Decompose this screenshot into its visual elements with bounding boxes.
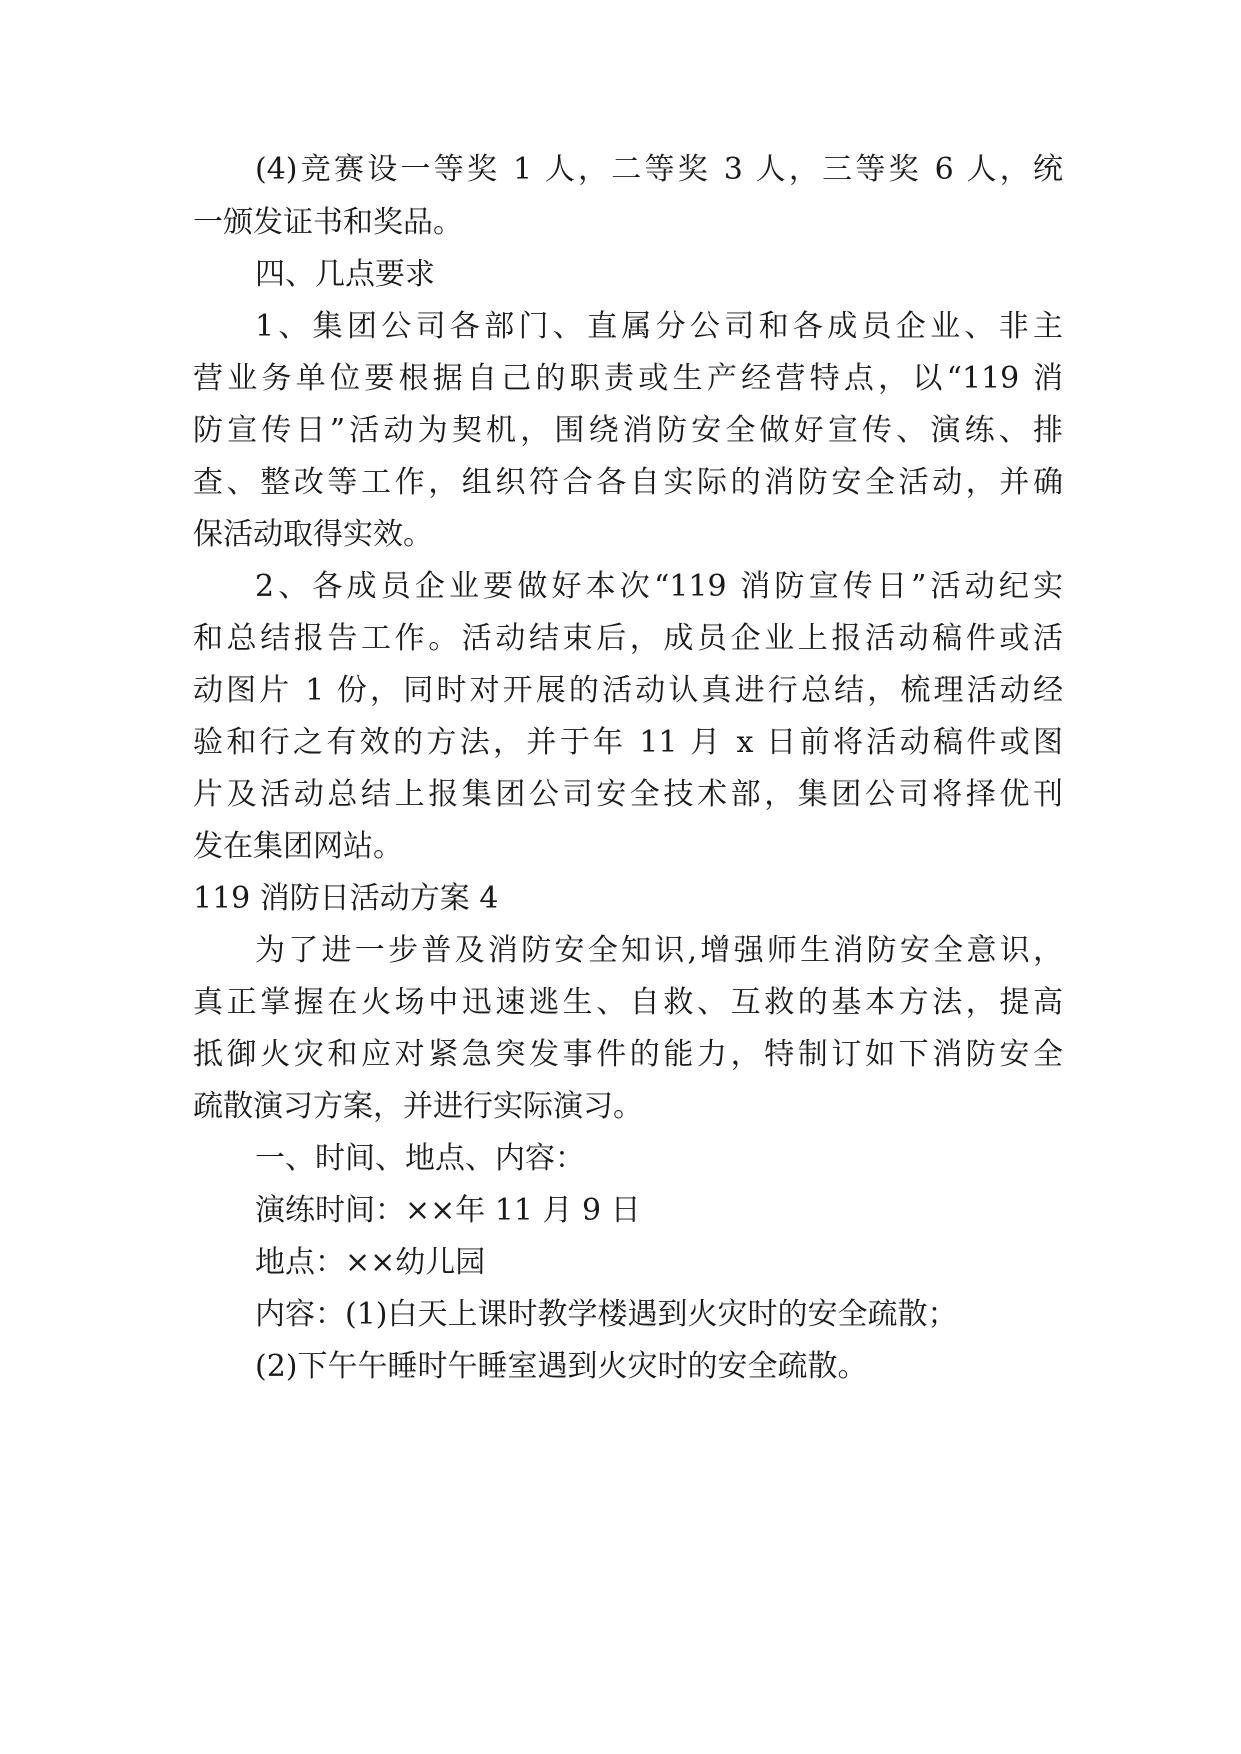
text-line-req1: 1、集团公司各部门、直属分公司和各成员企业、非主 <box>255 309 1063 344</box>
text-line-intro: 真正掌握在火场中迅速逃生、自救、互救的基本方法，提高 <box>193 985 1063 1020</box>
text-line-content-1: 内容：(1)白天上课时教学楼遇到火灾时的安全疏散； <box>255 1297 958 1332</box>
text-line-req1: 营业务单位要根据自己的职责或生产经营特点，以“119 消 <box>193 361 1063 396</box>
section-heading-time-place-content: 一、时间、地点、内容： <box>255 1141 585 1176</box>
text-line-req2: 片及活动总结上报集团公司安全技术部，集团公司将择优刊 <box>193 777 1063 812</box>
text-line-req1: 查、整改等工作，组织符合各自实际的消防安全活动，并确 <box>193 465 1063 500</box>
text-line-award-setting: (4)竞赛设一等奖 1 人，二等奖 3 人，三等奖 6 人，统 <box>255 152 1063 187</box>
text-line-req2: 和总结报告工作。活动结束后，成员企业上报活动稿件或活 <box>193 621 1063 656</box>
text-line-req2: 2、各成员企业要做好本次“119 消防宣传日”活动纪实 <box>255 569 1063 604</box>
text-line-req2: 验和行之有效的方法，并于年 11 月 x 日前将活动稿件或图 <box>193 725 1063 760</box>
text-line-intro: 为了进一步普及消防安全知识,增强师生消防安全意识， <box>255 933 1063 968</box>
section-title-plan-4: 119 消防日活动方案 4 <box>193 881 499 916</box>
text-line-intro: 疏散演习方案，并进行实际演习。 <box>193 1089 643 1124</box>
text-line-content-2: (2)下午午睡时午睡室遇到火灾时的安全疏散。 <box>255 1349 868 1384</box>
text-line-location: 地点：××幼儿园 <box>255 1245 486 1280</box>
text-line-drill-time: 演练时间：××年 11 月 9 日 <box>255 1193 641 1228</box>
text-line-req2: 发在集团网站。 <box>193 829 403 864</box>
text-line-award-setting-cont: 一颁发证书和奖品。 <box>193 205 463 240</box>
section-heading-requirements: 四、几点要求 <box>255 257 435 292</box>
text-line-req2: 动图片 1 份，同时对开展的活动认真进行总结，梳理活动经 <box>193 673 1063 708</box>
text-line-intro: 抵御火灾和应对紧急突发事件的能力，特制订如下消防安全 <box>193 1037 1063 1072</box>
text-line-req1: 防宣传日”活动为契机，围绕消防安全做好宣传、演练、排 <box>193 413 1063 448</box>
text-line-req1: 保活动取得实效。 <box>193 517 433 552</box>
